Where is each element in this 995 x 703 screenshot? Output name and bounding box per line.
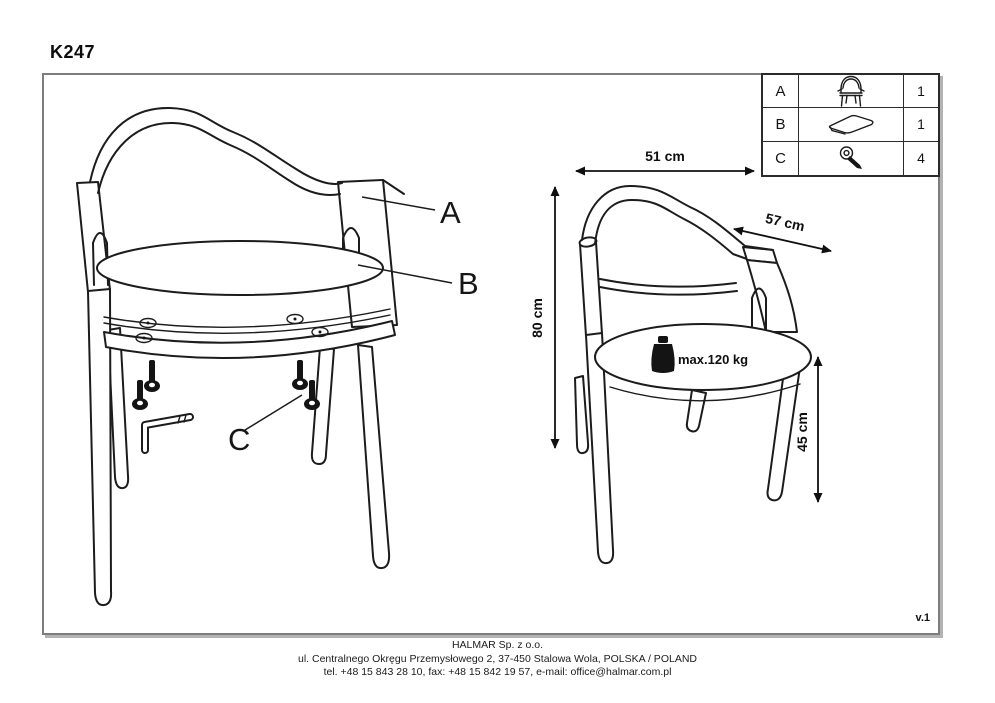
exploded-chair-drawing [40, 95, 510, 620]
dimensioned-chair-drawing [520, 140, 950, 570]
footer [0, 639, 995, 680]
part-qty: 4 [917, 150, 925, 167]
label-c-leader [245, 395, 302, 430]
front-right-leg [358, 345, 389, 568]
footer-company: HALMAR Sp. z o.o. [451, 639, 544, 651]
back-rail [600, 279, 736, 287]
rear-left-leg [575, 376, 588, 453]
screw-hole-dot [147, 322, 150, 325]
part-letter: C [763, 142, 799, 175]
left-post [580, 242, 602, 336]
backrest-arch-outer [90, 108, 342, 184]
arm-support-post [747, 260, 797, 332]
screw-hole-dot [143, 337, 146, 340]
bolt [292, 360, 308, 390]
part-letter: A [763, 75, 799, 108]
seat-cushion [97, 241, 383, 295]
part-label-a: A [440, 195, 461, 230]
height-dimension-label: 80 cm [529, 298, 545, 338]
back-rail [600, 287, 737, 295]
backrest-arch-inner [98, 123, 340, 195]
part-label-c: C [228, 422, 251, 457]
backrest-arch-outer [582, 186, 773, 250]
footer-contact: tel. +48 15 843 28 10, fax: +48 15 842 19 57, e-mail: office@halmar.com.pl [323, 666, 672, 678]
chair-frame-icon [799, 75, 904, 108]
seat-height-dimension-label: 45 cm [794, 412, 810, 452]
part-qty: 1 [904, 75, 938, 108]
allen-key-icon [145, 415, 190, 450]
footer-address: ul. Centralnego Okręgu Przemysłowego 2, 37-450 Stalowa Wola, POLSKA / POLAND [297, 652, 697, 665]
version-label: v.1 [915, 612, 930, 624]
screw-hole-dot [319, 331, 322, 334]
width-dimension-label: 51 cm [645, 148, 685, 164]
part-qty: 1 [904, 108, 938, 141]
bolt [144, 360, 160, 392]
part-letter: B [763, 108, 799, 141]
part-label-b: B [458, 266, 479, 301]
seat-cushion-icon [799, 108, 904, 141]
armrest-edge [383, 180, 404, 194]
depth-dimension-label: 57 cm [763, 209, 807, 235]
screw-hole-dot [294, 318, 297, 321]
max-load-label: max.120 kg [678, 352, 749, 367]
product-code: K247 [50, 42, 96, 62]
rear-right-leg [687, 390, 706, 431]
